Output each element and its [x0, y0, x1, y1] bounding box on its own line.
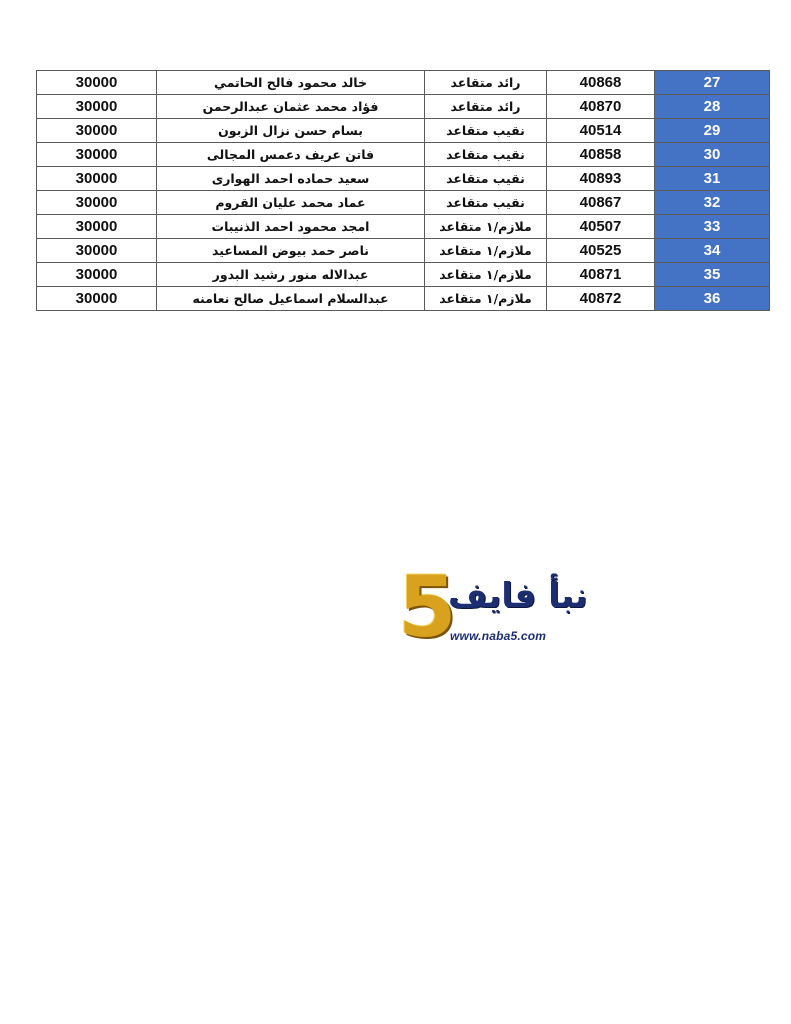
id-number-cell: 40870 — [547, 95, 655, 119]
name-cell: عماد محمد عليان القروم — [157, 191, 425, 215]
amount-cell: 30000 — [37, 287, 157, 311]
logo-digit: 5 — [398, 558, 457, 656]
amount-cell: 30000 — [37, 191, 157, 215]
sequence-cell: 31 — [655, 167, 770, 191]
records-table — [36, 70, 770, 311]
table-row — [37, 167, 770, 191]
amount-cell: 30000 — [37, 215, 157, 239]
rank-cell: ملازم/١ متقاعد — [425, 287, 547, 311]
records-table-body — [37, 71, 770, 311]
rank-cell: نقيب متقاعد — [425, 119, 547, 143]
sequence-cell: 29 — [655, 119, 770, 143]
id-number-cell: 40868 — [547, 71, 655, 95]
sequence-cell: 27 — [655, 71, 770, 95]
id-number-cell: 40871 — [547, 263, 655, 287]
table-row — [37, 71, 770, 95]
sequence-cell: 28 — [655, 95, 770, 119]
sequence-cell: 32 — [655, 191, 770, 215]
table-row — [37, 143, 770, 167]
name-cell: سعيد حماده احمد الهوارى — [157, 167, 425, 191]
rank-cell: ملازم/١ متقاعد — [425, 239, 547, 263]
sequence-cell: 34 — [655, 239, 770, 263]
table-row — [37, 263, 770, 287]
name-cell: ناصر حمد بيوض المساعيد — [157, 239, 425, 263]
table-row — [37, 95, 770, 119]
table-row — [37, 239, 770, 263]
id-number-cell: 40858 — [547, 143, 655, 167]
name-cell: خالد محمود فالح الحاتمي — [157, 71, 425, 95]
sequence-cell: 33 — [655, 215, 770, 239]
amount-cell: 30000 — [37, 95, 157, 119]
rank-cell: ملازم/١ متقاعد — [425, 215, 547, 239]
amount-cell: 30000 — [37, 71, 157, 95]
naba5-logo — [396, 558, 594, 656]
table-row — [37, 119, 770, 143]
sequence-cell: 35 — [655, 263, 770, 287]
name-cell: فاتن عريف دعمس المجالى — [157, 143, 425, 167]
id-number-cell: 40872 — [547, 287, 655, 311]
logo-arabic-wordmark: نبأ فايف — [448, 576, 588, 616]
id-number-cell: 40514 — [547, 119, 655, 143]
table-row — [37, 191, 770, 215]
name-cell: عبدالاله منور رشيد البدور — [157, 263, 425, 287]
amount-cell: 30000 — [37, 239, 157, 263]
rank-cell: رائد متقاعد — [425, 71, 547, 95]
table-row — [37, 215, 770, 239]
id-number-cell: 40525 — [547, 239, 655, 263]
name-cell: عبدالسلام اسماعيل صالح نعامنه — [157, 287, 425, 311]
rank-cell: ملازم/١ متقاعد — [425, 263, 547, 287]
logo-url-text: www.naba5.com — [450, 629, 547, 643]
rank-cell: رائد متقاعد — [425, 95, 547, 119]
amount-cell: 30000 — [37, 263, 157, 287]
amount-cell: 30000 — [37, 119, 157, 143]
table-row — [37, 287, 770, 311]
name-cell: بسام حسن نزال الزبون — [157, 119, 425, 143]
rank-cell: نقيب متقاعد — [425, 143, 547, 167]
name-cell: فؤاد محمد عثمان عبدالرحمن — [157, 95, 425, 119]
name-cell: امجد محمود احمد الذنيبات — [157, 215, 425, 239]
amount-cell: 30000 — [37, 167, 157, 191]
rank-cell: نقيب متقاعد — [425, 167, 547, 191]
id-number-cell: 40867 — [547, 191, 655, 215]
rank-cell: نقيب متقاعد — [425, 191, 547, 215]
id-number-cell: 40507 — [547, 215, 655, 239]
sequence-cell: 36 — [655, 287, 770, 311]
sequence-cell: 30 — [655, 143, 770, 167]
amount-cell: 30000 — [37, 143, 157, 167]
id-number-cell: 40893 — [547, 167, 655, 191]
